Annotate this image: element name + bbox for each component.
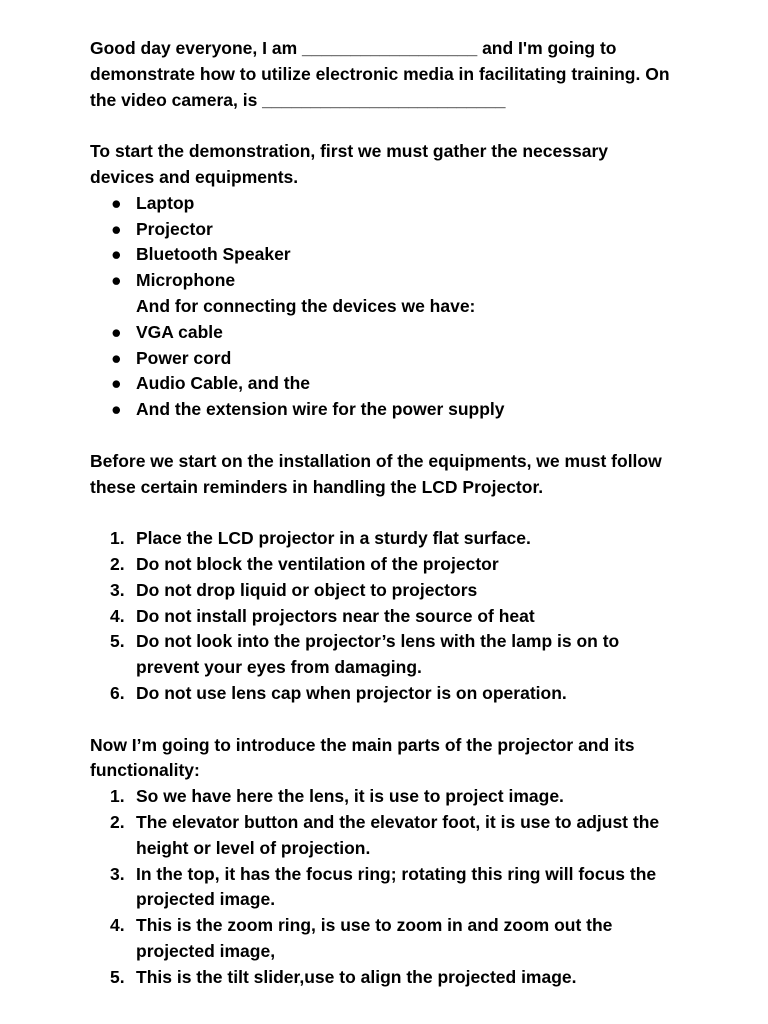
- parts-line-2: functionality:: [90, 760, 200, 781]
- document-page: [90, 36, 690, 990]
- list-item: 5. This is the tilt slider,use to align the projected image.: [90, 965, 690, 991]
- list-item: 2. The elevator button and the elevator foot, it is use to adjust the height or level of projection.: [110, 811, 660, 858]
- paragraph-gap: [90, 707, 690, 733]
- list-number: 3.: [110, 863, 125, 884]
- parts-line-1: Now I’m going to introduce the main parts of the projector and its: [90, 734, 635, 755]
- bullet-icon: ●: [111, 270, 122, 291]
- list-item: 3. In the top, it has the focus ring; rotating this ring will focus the projected image.: [110, 863, 657, 910]
- list-number: 1.: [110, 786, 125, 807]
- bullet-icon: ●: [111, 373, 122, 394]
- list-item: ● And the extension wire for the power supply: [90, 397, 690, 423]
- list-item: 1. So we have here the lens, it is use to project image.: [90, 784, 690, 810]
- list-number: 3.: [110, 579, 125, 600]
- list-item: ● Bluetooth Speaker: [90, 242, 690, 268]
- gather-line-2: devices and equipments.: [90, 166, 299, 187]
- bullet-icon: ●: [111, 244, 122, 265]
- list-item: 1. Place the LCD projector in a sturdy flat surface.: [90, 526, 690, 552]
- parts-paragraph: [90, 733, 690, 785]
- paragraph-gap: [90, 423, 690, 449]
- list-item: ● Audio Cable, and the: [90, 371, 690, 397]
- list-item: ● Microphone: [90, 268, 690, 294]
- list-item: 5. Do not look into the projector’s lens with the lamp is on to prevent your eyes from damaging.: [110, 631, 620, 678]
- list-number: 4.: [110, 915, 125, 936]
- list-item: ● VGA cable: [90, 320, 690, 346]
- gather-line-1: To start the demonstration, first we must gather the necessary: [90, 141, 608, 162]
- list-number: 6.: [110, 682, 125, 703]
- reminders-paragraph: [90, 449, 690, 501]
- list-item: ● Power cord: [90, 346, 690, 372]
- list-item: 6. Do not use lens cap when projector is on operation.: [90, 681, 690, 707]
- list-number: 2.: [110, 553, 125, 574]
- list-number: 2.: [110, 811, 125, 832]
- list-item: 4. Do not install projectors near the source of heat: [90, 604, 690, 630]
- bullet-icon: ●: [111, 347, 122, 368]
- list-number: 4.: [110, 605, 125, 626]
- list-item: 2. Do not block the ventilation of the projector: [90, 552, 690, 578]
- intro-line-3: the video camera, is _________________________: [90, 89, 506, 110]
- list-item: ● Laptop: [90, 191, 690, 217]
- list-item: ● Projector: [90, 217, 690, 243]
- reminders-list: [90, 526, 690, 707]
- bullet-icon: ●: [111, 218, 122, 239]
- parts-list: [90, 784, 690, 990]
- list-number: 5.: [110, 631, 125, 652]
- bullet-icon: ●: [111, 399, 122, 420]
- list-number: 5.: [110, 966, 125, 987]
- intro-line-2: demonstrate how to utilize electronic media in facilitating training. On: [90, 63, 670, 84]
- intro-line-1: Good day everyone, I am __________________ and I'm going to: [90, 38, 617, 58]
- connecting-label: And for connecting the devices we have:: [136, 295, 476, 316]
- devices-list: [90, 191, 690, 294]
- bullet-icon: ●: [111, 321, 122, 342]
- paragraph-gap: [90, 113, 690, 139]
- reminders-line-2: these certain reminders in handling the LCD Projector.: [90, 476, 544, 497]
- list-number: 1.: [110, 528, 125, 549]
- paragraph-gap: [90, 500, 690, 526]
- connectors-list: [90, 320, 690, 423]
- list-item: 3. Do not drop liquid or object to projectors: [90, 578, 690, 604]
- bullet-icon: ●: [111, 192, 122, 213]
- intro-paragraph: [90, 36, 690, 113]
- gather-paragraph: [90, 139, 690, 191]
- reminders-line-1: Before we start on the installation of the equipments, we must follow: [90, 450, 662, 471]
- list-item: 4. This is the zoom ring, is use to zoom in and zoom out the projected image,: [110, 915, 613, 961]
